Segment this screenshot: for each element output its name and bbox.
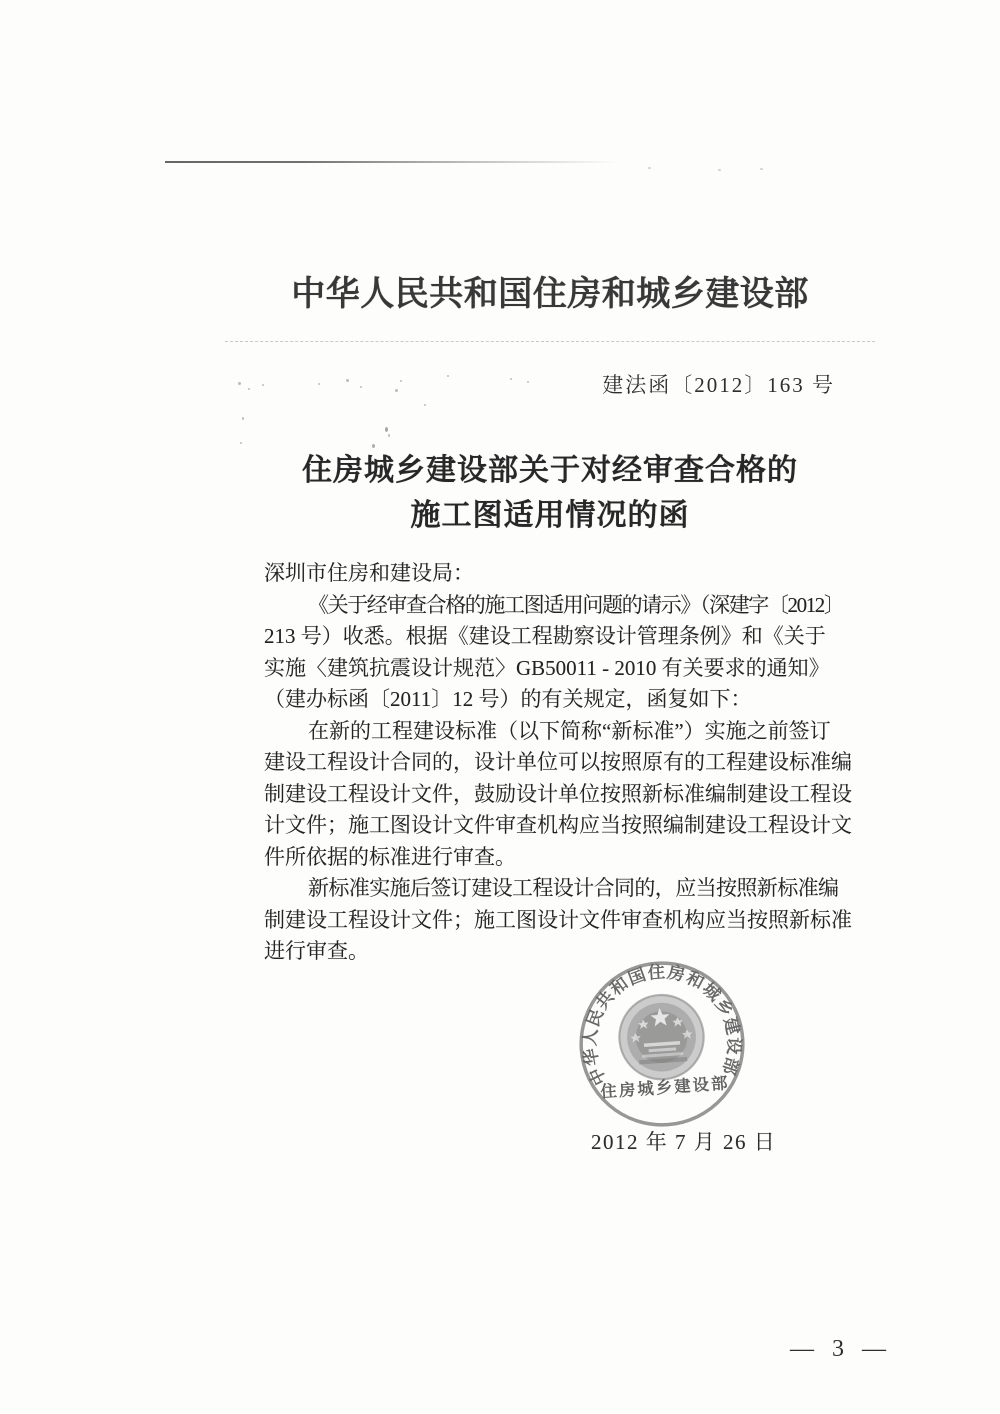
body-line: 建设工程设计合同的，设计单位可以按照原有的工程建设标准编	[264, 750, 852, 774]
seal-group	[576, 958, 748, 1130]
scan-speckle	[385, 427, 388, 432]
scan-speckle	[242, 417, 244, 420]
scan-speckle	[718, 169, 721, 171]
document-title-line-2: 施工图适用情况的函	[410, 499, 690, 532]
document-title	[225, 448, 875, 538]
body-line: 实施〈建筑抗震设计规范〉GB50011 - 2010 有关要求的通知》	[264, 655, 830, 680]
body-line: 在新的工程建设标准（以下简称“新标准”）实施之前签订	[308, 718, 831, 743]
document-title-line-1: 住房城乡建设部关于对经审查合格的	[302, 454, 798, 487]
body-line: 制建设工程设计文件，鼓励设计单位按照新标准编制建设工程设	[264, 781, 852, 806]
page-number: — 3 —	[790, 1336, 892, 1362]
scan-speckle	[360, 386, 362, 388]
official-seal	[576, 958, 748, 1130]
scan-speckle	[447, 375, 449, 377]
scan-speckle	[346, 379, 349, 382]
scan-speckle	[527, 381, 529, 383]
scan-speckle	[372, 444, 375, 448]
scan-speckle	[318, 383, 320, 385]
scan-speckle	[395, 389, 398, 392]
scan-speckle	[262, 384, 264, 386]
seal-ring-text: 中华人民共和国住房和城乡建设部	[580, 962, 744, 1089]
body-line: （建办标函〔2011〕12 号）的有关规定，函复如下：	[264, 687, 752, 711]
letter-body	[264, 558, 860, 968]
national-emblem-icon	[617, 992, 707, 1082]
recipient-line: 深圳市住房和建设局：	[264, 561, 474, 585]
scan-speckle	[238, 382, 241, 385]
scan-speckle	[388, 434, 390, 437]
seal-name-text: 住房城乡建设部	[599, 1073, 731, 1102]
scan-speckle	[648, 167, 651, 169]
body-line: 制建设工程设计文件；施工图设计文件审查机构应当按照新标准	[264, 907, 852, 932]
scan-speckle	[760, 168, 763, 170]
header-divider	[225, 341, 875, 342]
body-line: 进行审查。	[264, 939, 369, 963]
top-scan-rule	[165, 161, 617, 163]
scan-speckle	[240, 442, 242, 444]
document-number: 建法函〔2012〕163 号	[602, 373, 835, 397]
body-line: 《关于经审查合格的施工图适用问题的请示》（深建字〔2012〕	[308, 592, 844, 617]
scan-speckle	[248, 388, 250, 390]
body-line: 件所依据的标准进行审查。	[264, 844, 516, 869]
scan-speckle	[400, 380, 402, 382]
scan-speckle	[510, 378, 512, 380]
scan-speckle	[424, 404, 426, 406]
body-line: 计文件；施工图设计文件审查机构应当按照编制建设工程设计文	[264, 813, 852, 837]
body-line: 新标准实施后签订建设工程设计合同的，应当按照新标准编	[308, 876, 839, 900]
document-header: 中华人民共和国住房和城乡建设部	[291, 276, 809, 313]
issue-date: 2012 年 7 月 26 日	[591, 1130, 777, 1154]
body-line: 213 号）收悉。根据《建设工程勘察设计管理条例》和《关于	[264, 624, 826, 648]
